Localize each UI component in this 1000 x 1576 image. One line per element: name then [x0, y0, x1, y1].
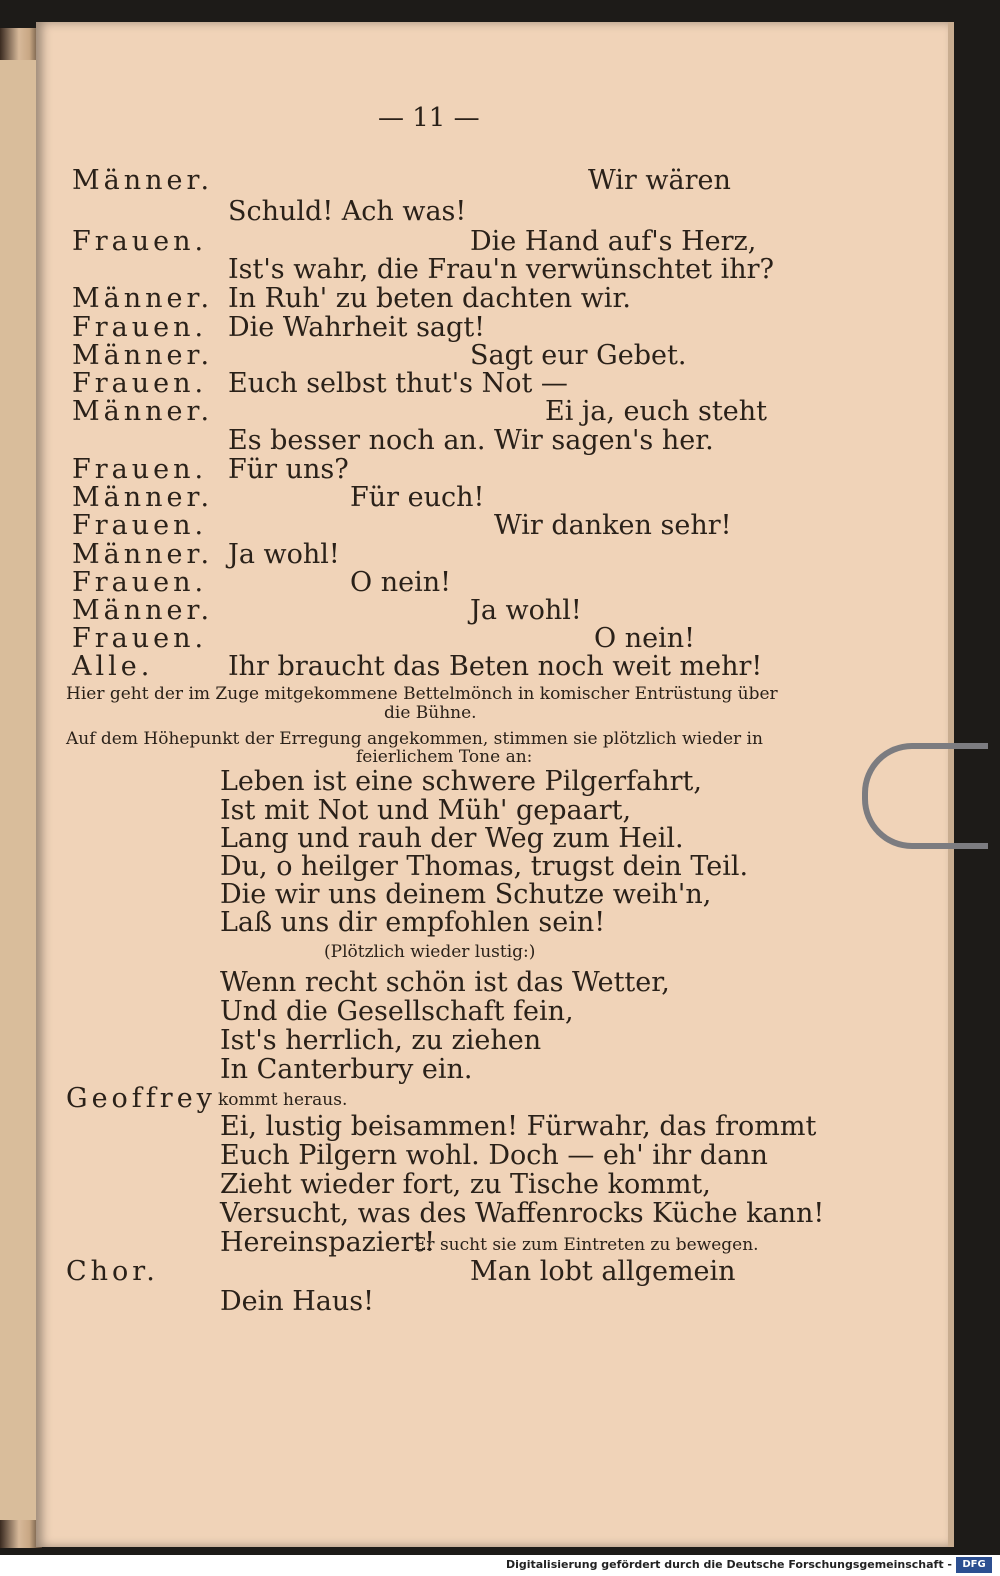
verse-line: Und die Gesellschaft fein, [220, 996, 574, 1027]
verse-line: Laß uns dir empfohlen sein! [220, 907, 606, 938]
dialogue-text: Ja wohl! [228, 539, 340, 570]
dialogue-text: Es besser noch an. Wir sagen's her. [228, 425, 714, 456]
dialogue-text: O nein! [350, 567, 451, 598]
dialogue-text: Schuld! Ach was! [228, 196, 467, 227]
dialogue-text: Für euch! [350, 482, 485, 513]
speaker: Alle. [72, 651, 154, 682]
verse-line: Versucht, was des Waffenrocks Küche kann! [220, 1198, 825, 1229]
paper-clip [862, 743, 988, 849]
stage-direction: Hier geht der im Zuge mitgekommene Bettelmönch in komischer Entrüstung über [66, 684, 778, 704]
dialogue-text: Sagt eur Gebet. [470, 340, 687, 371]
stage-aside: (Plötzlich wieder lustig:) [324, 942, 536, 962]
dialogue-text: Ihr braucht das Beten noch weit mehr! [228, 651, 763, 682]
speaker: Frauen. [72, 312, 208, 343]
speaker: Männer. [72, 165, 214, 196]
verse-line: Zieht wieder fort, zu Tische kommt, [220, 1169, 711, 1200]
speaker: Männer. [72, 482, 214, 513]
dialogue-text: Für uns? [228, 454, 349, 485]
verse-line: Dein Haus! [220, 1286, 374, 1317]
stage-direction: die Bühne. [384, 703, 477, 723]
verse-line: Wenn recht schön ist das Wetter, [220, 967, 670, 998]
dialogue-text: Ja wohl! [470, 595, 582, 626]
speaker: Männer. [72, 283, 214, 314]
footer [0, 1556, 1000, 1576]
speaker: Männer. [72, 396, 214, 427]
speaker: Frauen. [72, 226, 208, 257]
verse-line: Ei, lustig beisammen! Fürwahr, das frommt [220, 1111, 817, 1142]
verse-line: Leben ist eine schwere Pilgerfahrt, [220, 766, 702, 797]
dialogue-text: Ei ja, euch steht [545, 396, 767, 427]
speaker: Chor. [66, 1256, 159, 1287]
dialogue-text: Euch selbst thut's Not — [228, 368, 568, 399]
verse-line: Ist's herrlich, zu ziehen [220, 1025, 542, 1056]
dialogue-text: In Ruh' zu beten dachten wir. [228, 283, 631, 314]
page-number: — 11 — [378, 103, 480, 133]
stage-direction: feierlichem Tone an: [356, 747, 533, 767]
verse-line: Du, o heilger Thomas, trugst dein Teil. [220, 851, 749, 882]
speaker: Männer. [72, 340, 214, 371]
verse-line: In Canterbury ein. [220, 1054, 473, 1085]
dialogue-text: Die Wahrheit sagt! [228, 312, 486, 343]
speaker: Frauen. [72, 368, 208, 399]
dfg-logo: DFG [956, 1557, 992, 1573]
verse-line: Ist mit Not und Müh' gepaart, [220, 795, 632, 826]
verse-line: Die wir uns deinem Schutze weih'n, [220, 879, 712, 910]
stage-direction: Auf dem Höhepunkt der Erregung angekommen, stimmen sie plötzlich wieder in [66, 729, 763, 749]
speaker: Frauen. [72, 510, 208, 541]
dialogue-text: Wir danken sehr! [494, 510, 732, 541]
dialogue-text: Wir wären [588, 165, 731, 196]
verse-line: Hereinspaziert! [220, 1227, 436, 1258]
speaker: Männer. [72, 595, 214, 626]
dialogue-text: Ist's wahr, die Frau'n verwünschtet ihr? [228, 254, 774, 285]
speaker: Männer. [72, 539, 214, 570]
left-page-edge [0, 60, 38, 1520]
funding-notice: Digitalisierung gefördert durch die Deutsche Forschungsgemeinschaft - [505, 1558, 952, 1571]
speaker: Frauen. [72, 567, 208, 598]
speaker: Geoffrey [66, 1083, 216, 1114]
verse-line: Lang und rauh der Weg zum Heil. [220, 823, 684, 854]
verse-line: Man lobt allgemein [470, 1256, 736, 1287]
stage-direction: kommt heraus. [218, 1090, 348, 1110]
stage-direction: Er sucht sie zum Eintreten zu bewegen. [414, 1235, 759, 1255]
dialogue-text: Die Hand auf's Herz, [470, 226, 757, 257]
speaker: Frauen. [72, 623, 208, 654]
verse-line: Euch Pilgern wohl. Doch — eh' ihr dann [220, 1140, 768, 1171]
dialogue-text: O nein! [594, 623, 695, 654]
speaker: Frauen. [72, 454, 208, 485]
